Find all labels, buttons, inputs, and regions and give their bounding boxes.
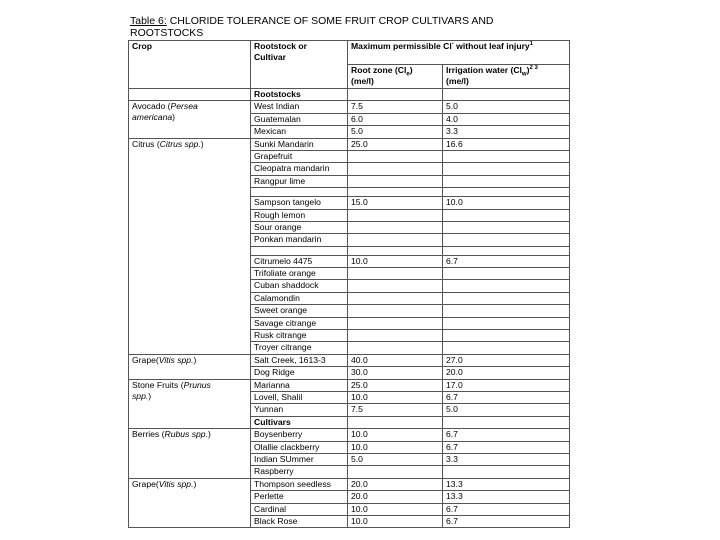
table-row: Stone Fruits (Prunus spp.) Marianna 25.0 17.0 — [129, 379, 570, 391]
table-row: Dog Ridge 30.0 20.0 — [129, 367, 570, 379]
header-root-zone: Root zone $(Cl_e)$ (me/l) — [348, 65, 443, 89]
table-row: Ponkan mandarin — [129, 234, 570, 246]
caption-text: CHLORIDE TOLERANCE OF SOME FRUIT CROP CULTIVARS AND ROOTSTOCKS — [130, 15, 494, 39]
table-caption — [130, 16, 560, 39]
header-max-permissible: Maximum permissible Cl- without leaf injury$^1$ — [348, 41, 570, 65]
table-row: Black Rose 10.0 6.7 — [129, 515, 570, 527]
crop-avocado: Avocado (Persea americana) — [129, 101, 251, 138]
table-row: Trifoliate orange — [129, 268, 570, 280]
table-row: Rangpur lime — [129, 175, 570, 187]
table-row: Yunnan 7.5 5.0 — [129, 404, 570, 416]
header-irrigation-water: Irrigation water $(Cl_w)^{2 3}$ (me/l) — [443, 65, 570, 89]
caption-label: Table 6: — [130, 15, 167, 27]
table-row: Sweet orange — [129, 305, 570, 317]
crop-grape-cultivar: Grape(Vitis spp.) — [129, 478, 251, 528]
table-row: Savage citrange — [129, 317, 570, 329]
crop-berries: Berries (Rubus spp.) — [129, 429, 251, 479]
table-row: Berries (Rubus spp.) Boysenberry 10.0 6.7 — [129, 429, 570, 441]
header-row — [129, 41, 570, 65]
table-row: Mexican 5.0 3.3 — [129, 126, 570, 138]
header-rootstock: Rootstock or Cultivar — [251, 41, 348, 89]
table-row: Raspberry — [129, 466, 570, 478]
section-cultivars: Cultivars — [251, 416, 348, 428]
section-row-rootstocks — [129, 89, 570, 101]
table-row: Rough lemon — [129, 209, 570, 221]
table-row: Grape(Vitis spp.) Salt Creek, 1613-3 40.0 27.0 — [129, 354, 570, 366]
table-row: Calamondin — [129, 292, 570, 304]
section-rootstocks: Rootstocks — [251, 89, 348, 101]
table-row: Avocado (Persea americana) West Indian 7.5 5.0 — [129, 101, 570, 113]
table-row: Olallie clackberry 10.0 6.7 — [129, 441, 570, 453]
table-row: Sampson tangelo 15.0 10.0 — [129, 197, 570, 209]
table-row: Grape(Vitis spp.) Thompson seedless 20.0 13.3 — [129, 478, 570, 490]
crop-grape-rootstock: Grape(Vitis spp.) — [129, 354, 251, 379]
table-row: Rusk citrange — [129, 330, 570, 342]
header-crop: Crop — [129, 41, 251, 89]
table-row: Citrumelo 4475 10.0 6.7 — [129, 255, 570, 267]
table-row: Grapefruit — [129, 150, 570, 162]
table-row: Sour orange — [129, 221, 570, 233]
table-row: Cleopatra mandarin — [129, 163, 570, 175]
table-row: Cuban shaddock — [129, 280, 570, 292]
table-row: Citrus (Citrus spp.) Sunki Mandarin 25.0 16.6 — [129, 138, 570, 150]
table-row: Troyer citrange — [129, 342, 570, 354]
table-row: Perlette 20.0 13.3 — [129, 491, 570, 503]
table-row: Indian SUmmer 5.0 3.3 — [129, 453, 570, 465]
chloride-tolerance-table — [128, 40, 570, 528]
crop-citrus: Citrus (Citrus spp.) — [129, 138, 251, 354]
table-row: Lovell, Shalil 10.0 6.7 — [129, 391, 570, 403]
table-row: Guatemalan 6.0 4.0 — [129, 113, 570, 125]
crop-stone-fruits: Stone Fruits (Prunus spp.) — [129, 379, 251, 429]
table-row: Cardinal 10.0 6.7 — [129, 503, 570, 515]
